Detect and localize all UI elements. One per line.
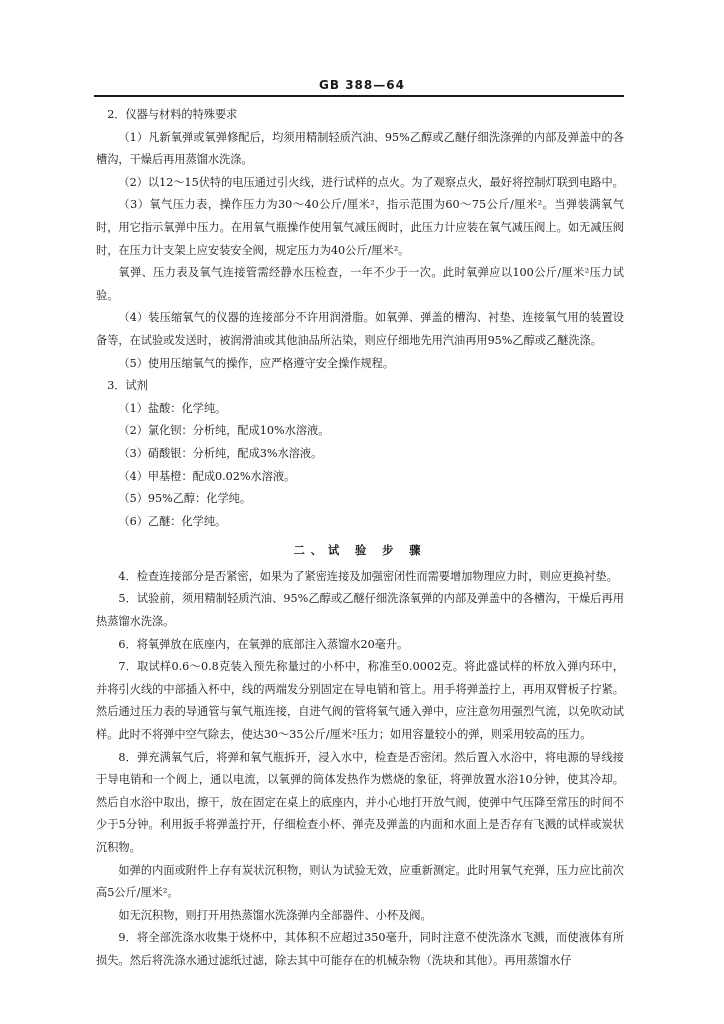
paragraph: （5）使用压缩氧气的操作，应严格遵守安全操作规程。 (118, 356, 395, 370)
reagent-item: （5）95%乙醇：化学纯。 (118, 492, 252, 506)
paragraph: 氧弹、压力表及氧气连接管需经静水压检查，一年不少于一次。此时氧弹应以100公斤/厘米²压力试验。 (96, 266, 624, 302)
reagent-item: （1）盐酸：化学纯。 (118, 401, 227, 415)
reagent-item: （6）乙醚：化学纯。 (118, 514, 227, 528)
paragraph: 如弹的内面或附件上存有炭状沉积物，则认为试验无效，应重新测定。此时用氧气充弹，压力应比前次高5公斤/厘米²。 (96, 863, 624, 900)
reagent-item: （4）甲基橙：配成0.02%水溶液。 (118, 469, 296, 483)
header-rule (94, 95, 624, 97)
page-header-standard-code: GB 388—64 (319, 78, 405, 92)
paragraph: 6．将氧弹放在底座内，在氧弹的底部注入蒸馏水20毫升。 (118, 637, 409, 651)
section-title: 二、试 验 步 骤 (293, 543, 427, 558)
subsection-heading-instruments: 2．仪器与材料的特殊要求 (107, 108, 238, 121)
document-body (96, 104, 624, 973)
subsection-heading-reagents: 3．试剂 (107, 379, 148, 393)
paragraph: 4．检查连接部分是否紧密，如果为了紧密连接及加强密闭性而需要增加物理应力时，则应更换衬垫。 (118, 569, 618, 583)
paragraph: 如无沉积物，则打开用热蒸馏水洗涤弹内全部器件、小杯及阀。 (118, 908, 432, 922)
paragraph: 8．弹充满氧气后，将弹和氧气瓶拆开，浸入水中，检查是否密闭。然后置入水浴中，将电源的导线接于导电销和一个阀上，通以电流，以氧弹的筒体发热作为燃烧的象征，将弹放置水浴10分钟，使其冷却。然后自水浴中取出，擦干，放在固定在桌上的底座内，并小心地打开放气阀，使弹中气压降至常压的时间不少于5分钟。利用扳手将弹盖拧开，仔细检查小杯、弹壳及弹盖的内面和水面上是否存有飞溅的试样或炭状沉积物。 (96, 750, 624, 854)
paragraph: （3）氧气压力表，操作压力为30～40公斤/厘米²，指示范围为60～75公斤/厘米²。当弹装满氧气时，用它指示氧弹中压力。在用氧气瓶操作使用氧气减压阀时，此压力计应装在氧气减压阀上。如无减压阀时，在压力计支架上应安装安全阀，规定压力为40公斤/厘米²。 (96, 198, 624, 257)
paragraph: （2）以12～15伏特的电压通过引火线，进行试样的点火。为了观察点火，最好将控制灯联到电路中。 (118, 175, 624, 189)
paragraph: 5．试验前，须用精制轻质汽油、95%乙醇或乙醚仔细洗涤氧弹的内部及弹盖中的各槽沟，干燥后再用热蒸馏水洗涤。 (96, 592, 624, 629)
paragraph: （4）装压缩氧气的仪器的连接部分不许用润滑脂。如氧弹、弹盖的槽沟、衬垫、连接氧气用的装置设备等，在试验或发送时，被润滑油或其他油品所沾染，则应仔细地先用汽油再用95%乙醇或乙醚洗涤。 (96, 311, 624, 347)
reagent-item: （2）氯化钡：分析纯，配成10%水溶液。 (118, 424, 330, 438)
paragraph: （1）凡新氧弹或氧弹修配后，均须用精制轻质汽油、95%乙醇或乙醚仔细洗涤弹的内部及弹盖中的各槽沟，干燥后再用蒸馏水洗涤。 (96, 130, 624, 167)
paragraph: 9．将全部洗涤水收集于烧杯中，其体积不应超过350毫升，同时注意不使洗涤水飞溅，而使液体有所损失。然后将洗涤水通过滤纸过滤，除去其中可能存在的机械杂物（洗块和其他）。再用蒸馏水仔 (96, 931, 624, 967)
reagent-item: （3）硝酸银：分析纯，配成3%水溶液。 (118, 446, 323, 460)
paragraph: 7．取试样0.6～0.8克装入预先称量过的小杯中，称准至0.0002克。将此盛试样的杯放入弹内环中，并将引火线的中部插入杯中，线的两端发分别固定在导电销和管上。用手将弹盖拧上，再用双臂板子拧紧。然后通过压力表的导通管与氧气瓶连接，自进气阀的管将氧气通入弹中，应注意勿用强烈气流，以免吹动试样。此时不将弹中空气除去，使达30～35公斤/厘米²压力；如用容量较小的弹，则采用较高的压力。 (96, 660, 624, 742)
